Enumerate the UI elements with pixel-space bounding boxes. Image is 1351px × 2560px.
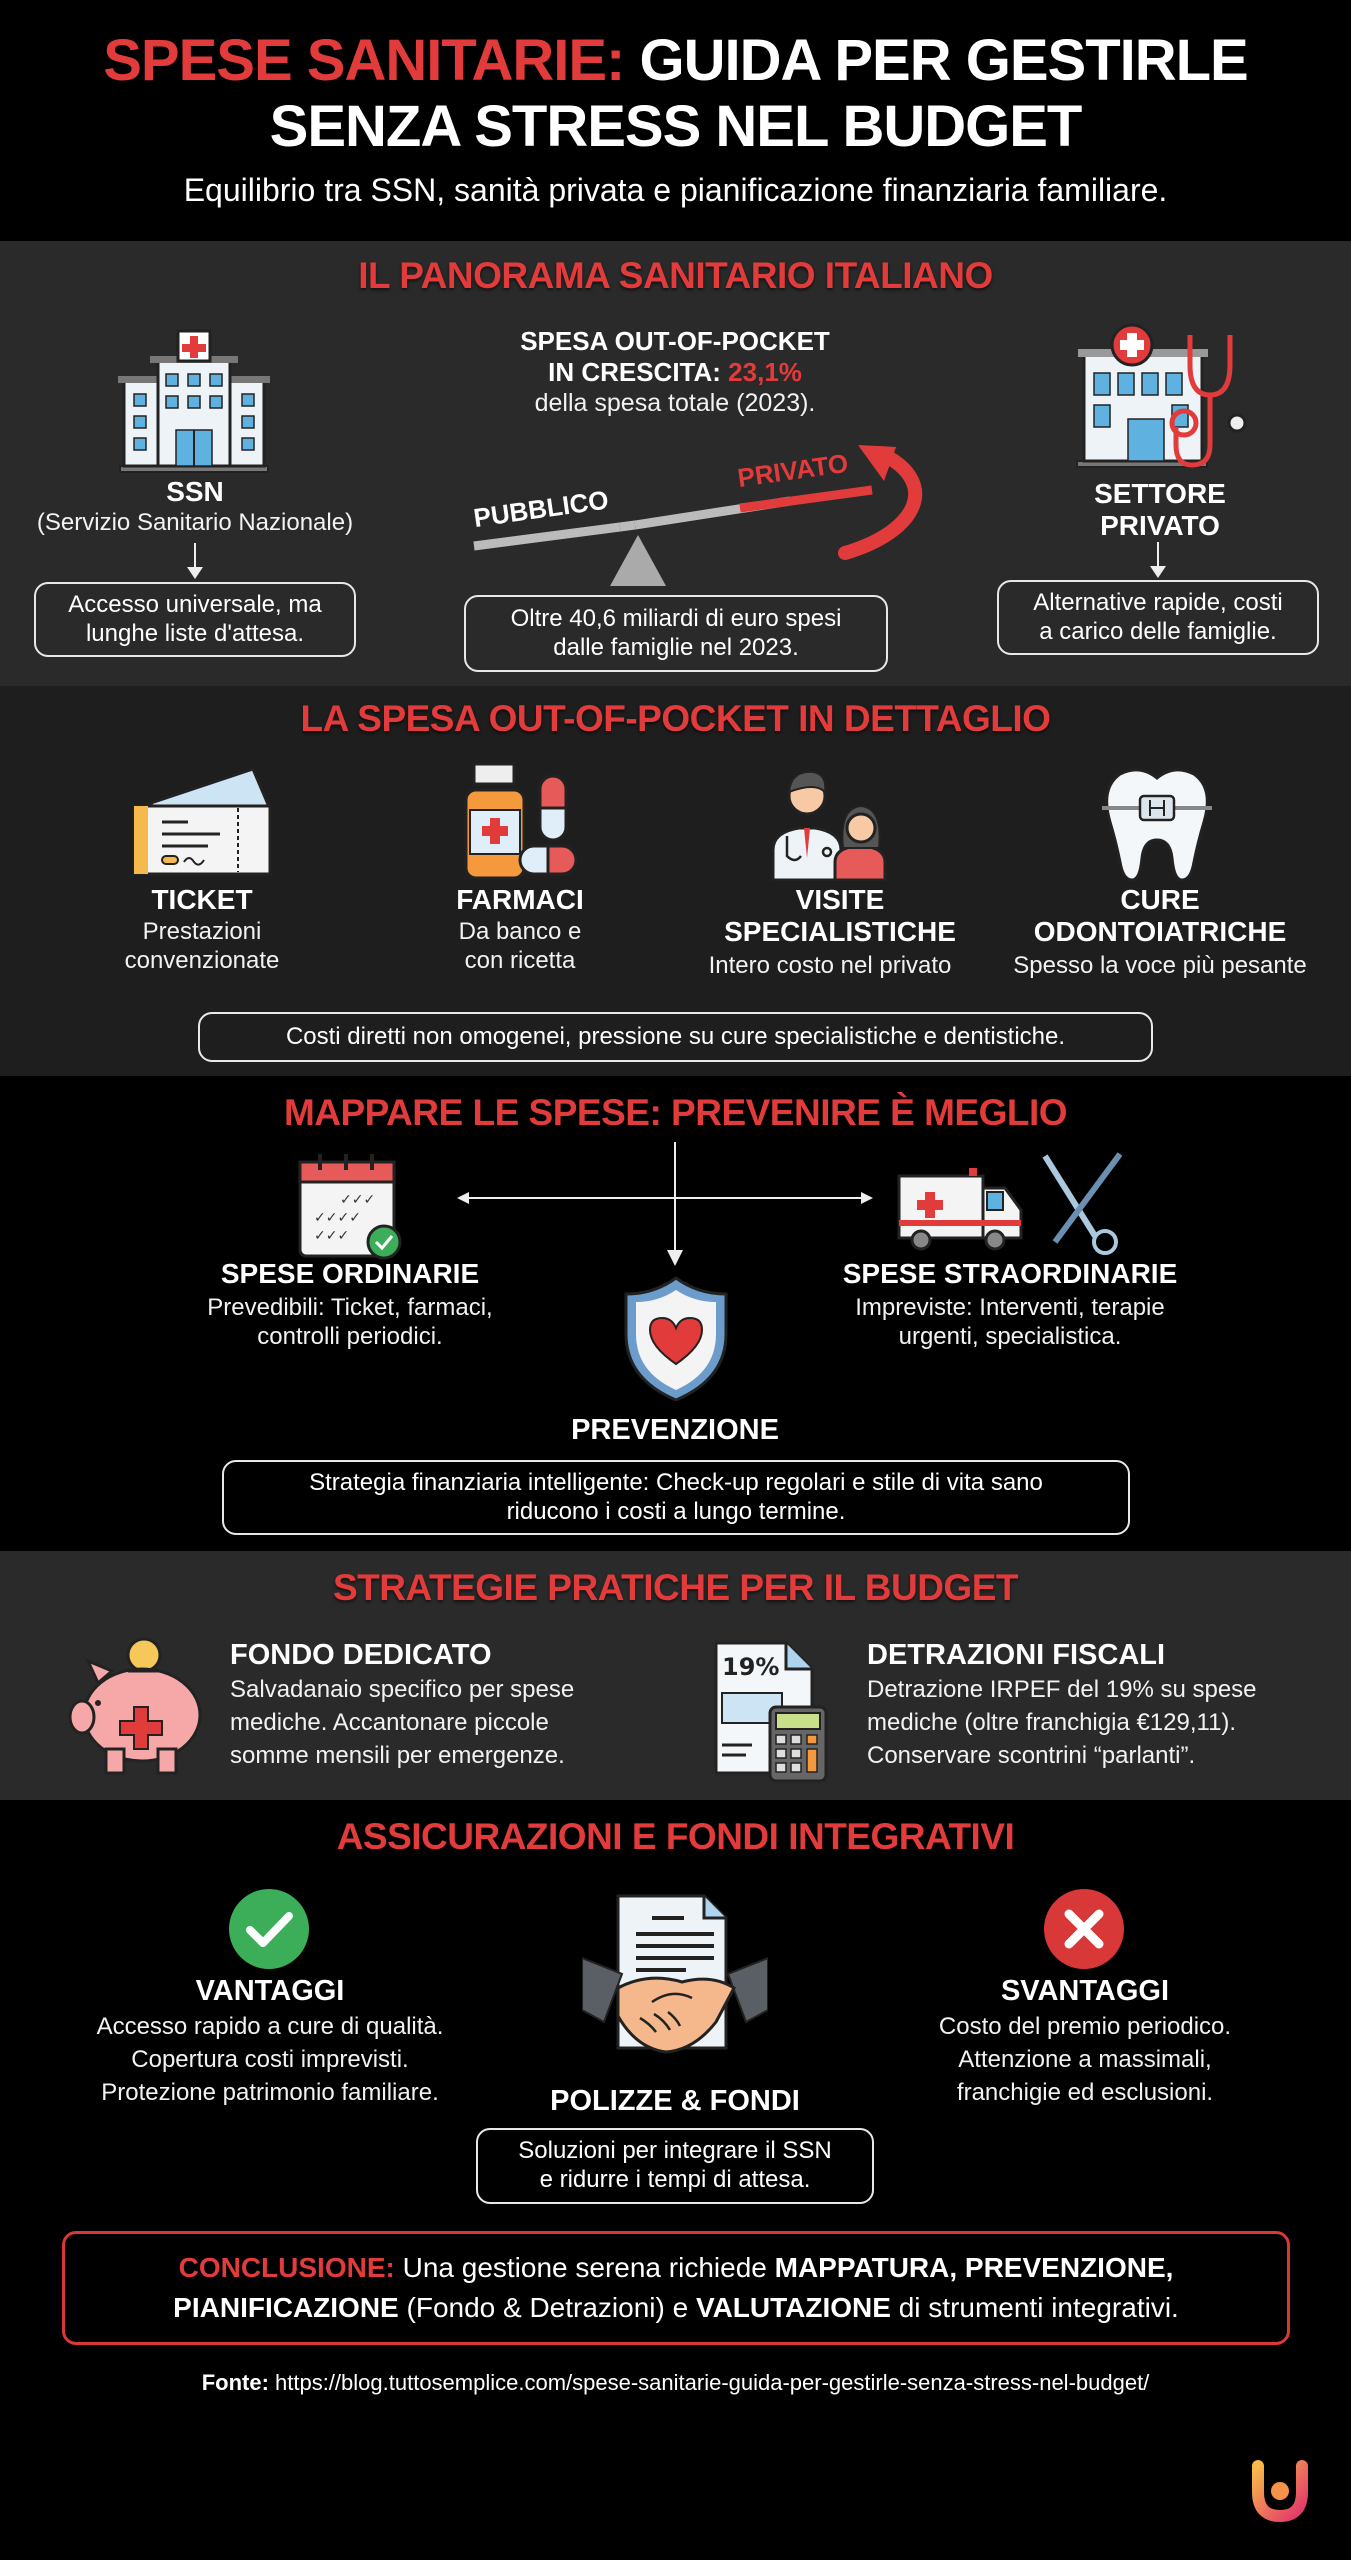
section-panorama [0,241,1351,686]
shield-heart-icon [622,1276,730,1401]
svg-text:19%: 19% [722,1653,780,1681]
prevenzione-box: Strategia finanziaria intelligente: Check-up regolari e stile di vita sano riducono i costi a lungo termine. [222,1460,1130,1535]
straordinarie-desc: Impreviste: Interventi, terapie urgenti, specialistica. [855,1294,1165,1350]
ordinarie-title: SPESE ORDINARIE [220,1258,480,1289]
medicine-icon [460,762,580,882]
prevenzione-title: PREVENZIONE [571,1414,779,1446]
source-label: Fonte: [201,2370,269,2395]
item-desc-cure: Spesso la voce più pesante [1013,952,1307,979]
header [0,0,1351,241]
conclusion-box: CONCLUSIONE: Una gestione serena richiede MAPPATURA, PREVENZIONE, PIANIFICAZIONE (Fondo & Detrazioni) e VALUTAZIONE di strumenti integrativi. [62,2231,1290,2345]
private-sector-label: SETTORE PRIVATO [1094,478,1226,541]
section-title: STRATEGIE PRATICHE PER IL BUDGET [333,1567,1018,1608]
item-desc-visite: Intero costo nel privato [708,952,952,979]
ssn-sublabel: (Servizio Sanitario Nazionale) [36,509,354,536]
arrow-down-icon [1157,542,1159,576]
svg-text:✓✓✓: ✓✓✓ [314,1228,350,1244]
polizze-box: Soluzioni per integrare il SSN e ridurre i tempi di attesa. [476,2128,874,2204]
section-assicurazioni [0,1800,1351,2560]
brand-logo-icon [1250,2458,1310,2524]
detrazioni-title: DETRAZIONI FISCALI [867,1639,1166,1671]
vantaggi-title: VANTAGGI [195,1975,345,2007]
calendar-check-icon [296,1152,406,1262]
section-title: LA SPESA OUT-OF-POCKET IN DETTAGLIO [300,698,1051,739]
item-title-cure: CURE ODONTOIATRICHE [1033,884,1287,947]
title-line2: SENZA STRESS NEL BUDGET [269,94,1082,159]
arrow-down-icon [194,543,196,577]
source-link[interactable]: https://blog.tuttosemplice.com/spese-sanitarie-guida-per-gestirle-senza-stress-nel-budget/ [268,2370,1150,2395]
svantaggi-desc: Costo del premio periodico. Attenzione a massimali, franchigie ed esclusioni. [938,2013,1232,2106]
oop-subtext: della spesa totale (2023). [534,389,816,417]
section-title: ASSICURAZIONI E FONDI INTEGRATIVI [336,1816,1015,1857]
diagram-arrows [455,1142,875,1267]
section-dettaglio [0,686,1351,1076]
oop-info-box: Oltre 40,6 miliardi di euro spesi dalle famiglie nel 2023. [464,595,888,672]
straordinarie-title: SPESE STRAORDINARIE [842,1258,1178,1289]
item-title-visite: VISITE SPECIALISTICHE [724,884,956,947]
ssn-label: SSN [166,476,224,507]
ordinarie-desc: Prevedibili: Ticket, farmaci, controlli periodici. [207,1294,493,1350]
section-title: IL PANORAMA SANITARIO ITALIANO [358,255,993,296]
page-title [0,28,1351,160]
tooth-icon [1100,764,1215,882]
piggy-bank-icon [62,1633,212,1778]
item-title-ticket: TICKET [151,884,253,915]
oop-percentage: 23,1% [728,357,802,387]
oop-headline: SPESA OUT-OF-POCKET IN CRESCITA: 23,1% [520,326,830,387]
ssn-info-box: Accesso universale, ma lunghe liste d'attesa. [34,582,356,657]
svantaggi-title: SVANTAGGI [1000,1975,1170,2007]
item-desc-farmaci: Da banco e con ricetta [458,918,582,974]
doctor-patient-icon [765,766,895,881]
dettaglio-summary-box: Costi diretti non omogenei, pressione su cure specialistiche e dentistiche. [198,1012,1153,1062]
ambulance-surgery-icon [895,1146,1145,1256]
check-circle-icon [228,1888,310,1970]
vantaggi-desc: Accesso rapido a cure di qualità. Copertura costi imprevisti. Protezione patrimonio familiare. [96,2013,444,2106]
section-strategie [0,1551,1351,1800]
item-title-farmaci: FARMACI [456,884,584,915]
item-desc-ticket: Prestazioni convenzionate [124,918,280,974]
scale-label-pubblico: PUBBLICO [471,484,611,534]
svg-text:✓✓✓✓: ✓✓✓✓ [314,1210,361,1226]
hospital-icon [110,326,278,476]
detrazioni-desc: Detrazione IRPEF del 19% su spese mediche (oltre franchigia €129,11). Conservare scontrini “parlanti”. [867,1676,1257,1769]
title-rest: GUIDA PER GESTIRLE [624,28,1248,93]
x-circle-icon [1043,1888,1125,1970]
page-subtitle: Equilibrio tra SSN, sanità privata e pianificazione finanziaria familiare. [183,172,1168,208]
scale-label-privato: PRIVATO [735,447,851,494]
source-line [0,2370,1351,2396]
fondo-desc: Salvadanaio specifico per spese mediche. Accantonare piccole somme mensili per emergenze. [230,1676,575,1769]
svg-text:✓✓✓: ✓✓✓ [340,1192,376,1208]
ticket-icon [128,764,278,879]
fondo-title: FONDO DEDICATO [230,1639,492,1671]
private-clinic-stethoscope-icon [1072,323,1247,473]
tax-calculator-icon [712,1639,832,1784]
section-mappare [0,1076,1351,1551]
private-info-box: Alternative rapide, costi a carico delle famiglie. [997,580,1319,655]
title-highlight: SPESE SANITARIE: [103,28,625,93]
handshake-contract-icon [582,1892,768,2067]
conclusion-label: CONCLUSIONE: [178,2252,395,2283]
polizze-title: POLIZZE & FONDI [550,2085,800,2117]
section-title: MAPPARE LE SPESE: PREVENIRE È MEGLIO [283,1092,1068,1133]
